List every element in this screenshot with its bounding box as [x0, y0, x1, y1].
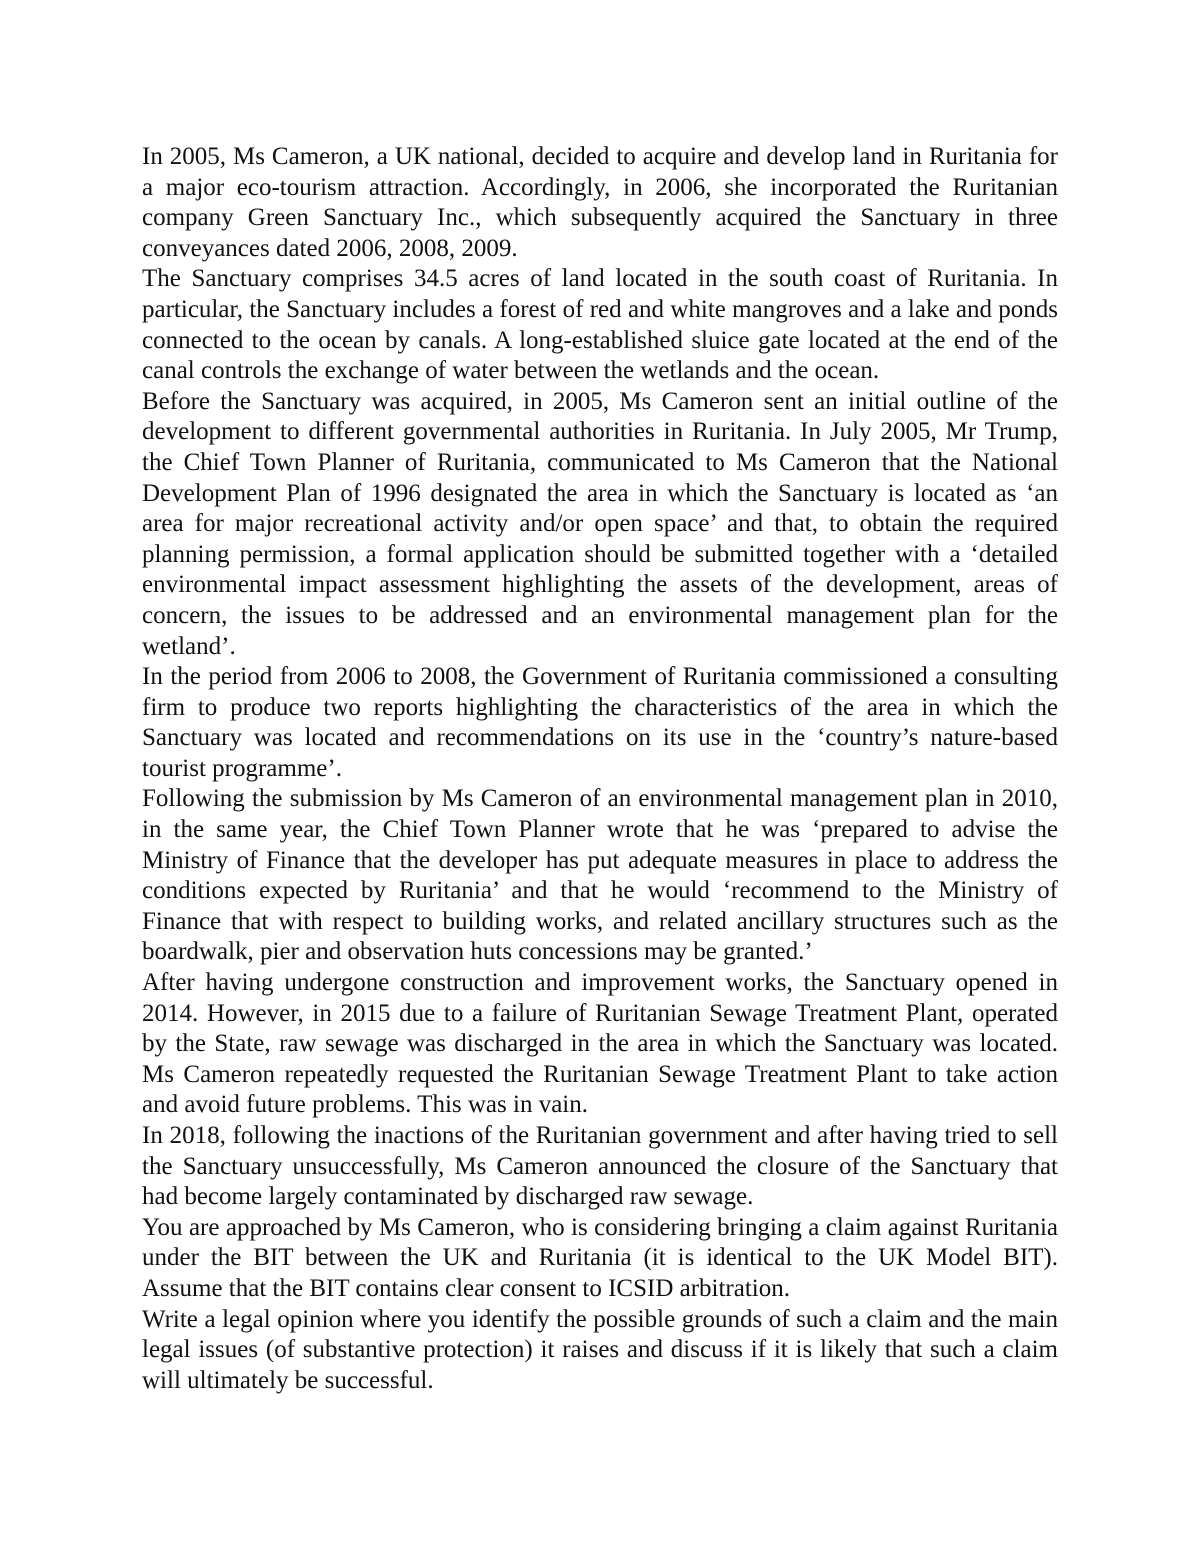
- paragraph-government-reports: In the period from 2006 to 2008, the Government of Ruritania commissioned a consulting firm to produce two reports highlighting the characteristics of the area in which the Sanctuary was located and recommendations on its use in the ‘country’s nature-based tourist programme’.: [142, 663, 1058, 782]
- paragraph-sewage-discharge: After having undergone construction and improvement works, the Sanctuary opened in 2014. However, in 2015 due to a failure of Ruritanian Sewage Treatment Plant, operated by the State, raw sewage was discharged in the area in which the Sanctuary was located. Ms Cameron repeatedly requested the Ruritanian Sewage Treatment Plant to take action and avoid future problems. This was in vain.: [142, 969, 1058, 1119]
- paragraph-planning-communication: Before the Sanctuary was acquired, in 2005, Ms Cameron sent an initial outline of the development to different governmental authorities in Ruritania. In July 2005, Mr Trump, the Chief Town Planner of Ruritania, communicated to Ms Cameron that the National Development Plan of 1996 designated the area in which the Sanctuary is located as ‘an area for major recreational activity and/or open space’ and that, to obtain the required planning permission, a formal application should be submitted together with a ‘detailed environmental impact assessment highlighting the assets of the development, areas of concern, the issues to be addressed and an environmental management plan for the wetland’.: [142, 387, 1058, 660]
- paragraph-sanctuary-description: The Sanctuary comprises 34.5 acres of land located in the south coast of Ruritania. In particular, the Sanctuary includes a forest of red and white mangroves and a lake and ponds connected to the ocean by canals. A long-established sluice gate located at the end of the canal controls the exchange of water between the wetlands and the ocean.: [142, 265, 1058, 385]
- paragraph-task-instruction: Write a legal opinion where you identify the possible grounds of such a claim and the main legal issues (of substantive protection) it raises and discuss if it is likely that such a claim will ultimately be successful.: [142, 1305, 1058, 1394]
- paragraph-closure: In 2018, following the inactions of the Ruritanian government and after having tried to sell the Sanctuary unsuccessfully, Ms Cameron announced the closure of the Sanctuary that had become largely contaminated by discharged raw sewage.: [142, 1122, 1058, 1211]
- paragraph-management-plan: Following the submission by Ms Cameron of an environmental management plan in 2010, in the same year, the Chief Town Planner wrote that he was ‘prepared to advise the Ministry of Finance that the developer has put adequate measures in place to address the conditions expected by Ruritania’ and that he would ‘recommend to the Ministry of Finance that with respect to building works, and related ancillary structures such as the boardwalk, pier and observation huts concessions may be granted.’: [142, 785, 1058, 966]
- document-body: [142, 142, 1058, 1396]
- paragraph-acquisition: In 2005, Ms Cameron, a UK national, decided to acquire and develop land in Ruritania for a major eco-tourism attraction. Accordingly, in 2006, she incorporated the Ruritanian company Green Sanctuary Inc., which subsequently acquired the Sanctuary in three conveyances dated 2006, 2008, 2009.: [142, 143, 1058, 262]
- paragraph-bit-claim: You are approached by Ms Cameron, who is considering bringing a claim against Ruritania under the BIT between the UK and Ruritania (it is identical to the UK Model BIT). Assume that the BIT contains clear consent to ICSID arbitration.: [142, 1213, 1058, 1302]
